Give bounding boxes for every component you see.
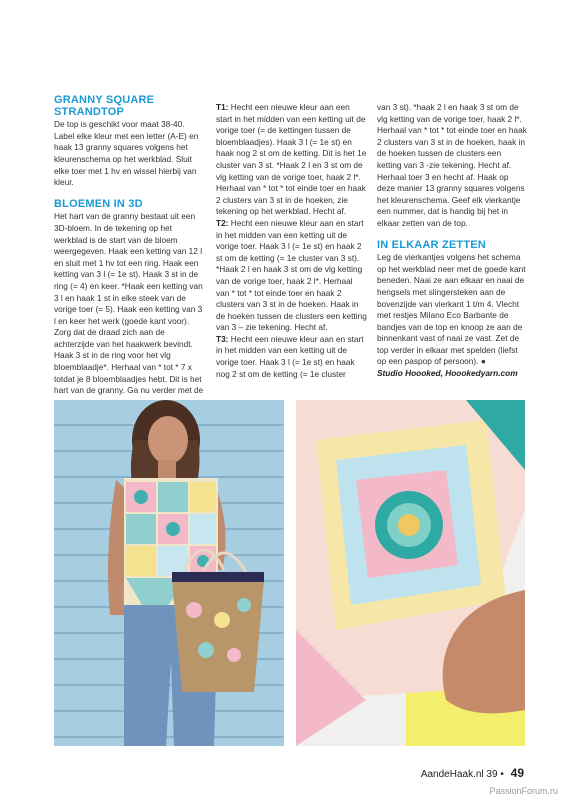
page-number: 49 [510, 766, 524, 780]
page-footer [421, 766, 524, 780]
heading-granny-square: GRANNY SQUARE STRANDTOP [54, 94, 155, 118]
round-2-label: T2: [216, 217, 229, 228]
round-3-label: T3: [216, 333, 229, 344]
round-3-text: Hecht een nieuwe kleur aan en start in het midden van een ketting uit de vorige toer. Haak 3 l (= 1e st) en haak nog 2 st om de ketting (= 1e cluster [216, 333, 364, 379]
photo-model-with-basket [54, 400, 284, 746]
assembly-paragraph: Leg de vierkantjes volgens het schema op het werkblad neer met de goede kant beneden. Naai ze aan elkaar en naai de hengsels met slingersteken aan de bovenzijde van vierkant 1 t/m 4. Vlecht met restjes Milano Eco Barbante de bandjes van de top en knoop ze aan de binnenkant vast of naai ze vast. Zet de top verder in elkaar met spelden (liefst op een paspop of persoon). ● [377, 252, 526, 367]
intro-paragraph: De top is geschikt voor maat 38-40. Label elke kleur met een letter (A-E) en haak 13 granny squares volgens het kleurenschema op het werkblad. Sluit elke toer met 1 hv en wissel hierbij van kleur. [54, 119, 199, 188]
photo-model-illustration [54, 400, 284, 746]
round-1-paragraph [216, 102, 368, 218]
granny-closeup-illustration [296, 400, 525, 746]
column-1 [54, 95, 206, 408]
footer-bullet: • [500, 769, 504, 780]
round-1-label: T1: [216, 102, 229, 112]
credit-line: Studio Hoooked, Hoookedyarn.com [377, 368, 518, 379]
column-2 [216, 102, 368, 380]
heading-bloemen: BLOEMEN IN 3D [54, 197, 143, 210]
heading-in-elkaar-zetten: IN ELKAAR ZETTEN [377, 238, 486, 251]
round-3-paragraph [216, 334, 368, 380]
round-2-paragraph [216, 218, 368, 334]
round-2-text: Hecht een nieuwe kleur aan en start in het midden van een ketting uit de vorige toer. Haak 3 l (= 1e st) en haak 2 st om de ketting (= 1e cluster van 3 st). *Haak 2 l en haak 3 st om de vlg ketting van de vorige toer, haak 2 l*. Herhaal van * tot * tot einde toer en haak 2 clusters van 3 st in de hoeken. Haak in de hoeken tussen de clusters een ketting van 3 – zie tekening. Hecht af. [216, 217, 367, 333]
column-3 [377, 102, 527, 380]
bloemen-paragraph: Het hart van de granny bestaat uit een 3D-bloem. In de tekening op het werkblad is de start van de bloem weergegeven. Haak een ketting van 12 l en sluit met 1 hv tot een ring. Haak een ketting van 3 l (= 1e st). Haak 3 st in de ring (= 4) en keer. *Haak een ketting van 3 l en haak 1 st in elke steek van de vorige toer (= 5). Haak een ketting van 3 l en keer het werk (goede kant voor). Zorg dat de draad zich aan de achterzijde van het haakwerk bevindt. Haak 3 st in de ring voor het vlg bloemblaadje*. Herhaal van * tot * 7 x totdat je 8 bloemblaadjes hebt. Dit is het hart van de granny. Ga nu verder met de [54, 211, 204, 396]
watermark: PassionForum.ru [489, 786, 558, 796]
photo-granny-closeup [296, 400, 525, 746]
round-1-text: Hecht een nieuwe kleur aan een start in het midden van een ketting uit de vorige toer (= de kettingen tussen de bloemblaadjes). Haak 3 l (= 1e st) en haak nog 2 st om de ketting. Dit is het 1e cluster van 3 st. *Haak 2 l en 3 st om de vlg ketting van de vorige toer, haak 2 l*. Herhaal van * tot * tot einde toer en haak 2 clusters van 3 st in de hoeken, zie tekening op het werkblad. Hecht af. [216, 102, 367, 217]
continued-paragraph: van 3 st). *haak 2 l en haak 3 st om de vlg ketting van de vorige toer, haak 2 l*. Herhaal van * tot * tot einde toer en haak 2 clusters van 3 st in de hoeken, haak in de hoeken tussen de clusters een ketting van 3 -zie tekening. Hecht af. Herhaal toer 3 en hecht af. Haak op deze manier 13 granny squares volgens het kleurenschema. Geef elk vierkantje een nummer, dat is handig bij het in elkaar zetten van de top. [377, 102, 527, 228]
footer-site: AandeHaak.nl 39 [420, 769, 498, 780]
